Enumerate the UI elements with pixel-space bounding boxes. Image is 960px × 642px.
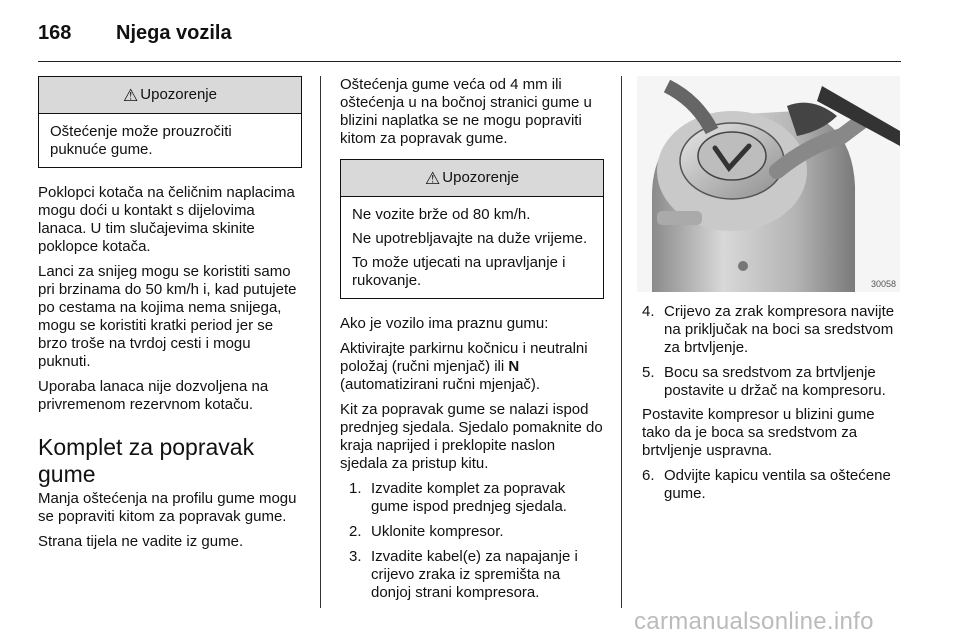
- paragraph: Manja oštećenja na profilu gume mogu se popraviti kitom za popravak gume.: [38, 490, 297, 525]
- step-text: Crijevo za zrak kompresora navijte na priključak na boci sa sredstvom za brtvljenje.: [664, 303, 895, 356]
- list-item: [642, 467, 904, 503]
- step-number: 5.: [642, 364, 655, 381]
- step-text: Bocu sa sredstvom za brtvljenje postavite u držač na kompresoru.: [664, 364, 886, 399]
- warning-line: puknuće gume.: [50, 141, 153, 158]
- page-header: [38, 18, 232, 48]
- warning-header: [39, 77, 301, 114]
- step-number: 6.: [642, 467, 655, 484]
- warning-body: [341, 197, 603, 298]
- warning-title: Upozorenje: [442, 169, 519, 186]
- warning-title: Upozorenje: [140, 86, 217, 103]
- step-text: Izvadite komplet za popravak gume ispod prednjeg sjedala.: [371, 480, 567, 515]
- warning-triangle-icon: ⚠: [123, 85, 139, 105]
- paragraph-text: (automatizirani ručni mjenjač).: [340, 376, 541, 393]
- paragraph: Kit za popravak gume se nalazi ispod prednjeg sjedala. Sjedalo pomaknite do kraja naprijed i preklopite naslon sjedala za pristup kitu.: [340, 401, 603, 472]
- paragraph: Strana tijela ne vadite iz gume.: [38, 533, 244, 550]
- paragraph: Poklopci kotača na čeličnim naplacima mogu doći u kontakt s dijelovima lanaca. U tim slučajevima skinite poklopce kotača.: [38, 184, 295, 255]
- steps-list: [642, 467, 904, 503]
- warning-box: [340, 159, 604, 299]
- page-number: 168: [38, 21, 72, 44]
- header-rule: [38, 61, 901, 62]
- step-number: 2.: [349, 523, 362, 540]
- step-text: Odvijte kapicu ventila sa oštećene gume.: [664, 467, 891, 502]
- warning-triangle-icon: ⚠: [425, 168, 441, 188]
- section-title: Njega vozila: [116, 21, 232, 44]
- paragraph-text: Aktivirajte parkirnu kočnicu i neutralni položaj (ručni mjenjač) ili: [340, 340, 588, 375]
- step-text: Izvadite kabel(e) za napajanje i crijevo zraka iz spremišta na donjoj strani kompresora.: [371, 548, 578, 601]
- paragraph: Ako je vozilo ima praznu gumu:: [340, 315, 549, 332]
- steps-list: [349, 480, 604, 602]
- paragraph: Uporaba lanaca nije dozvoljena na privremenom rezervnom kotaču.: [38, 378, 269, 413]
- paragraph: Lanci za snijeg mogu se koristiti samo pri brzinama do 50 km/h i, kad putujete po cestama na kojima nema snijega, mogu se koristiti kratki period jer se brzo troše na tvrdoj cesti i mogu puknuti.: [38, 263, 297, 370]
- steps-list: [642, 303, 904, 400]
- list-item: [349, 548, 604, 602]
- warning-header: [341, 160, 603, 197]
- figure-code: 30058: [870, 279, 896, 289]
- bottle-drawing: [637, 76, 900, 292]
- step-number: 4.: [642, 303, 655, 320]
- paragraph: [340, 340, 604, 394]
- sealant-bottle-illustration: [637, 76, 900, 292]
- warning-line: Oštećenje može prouzročiti: [50, 123, 232, 140]
- list-item: [349, 480, 604, 516]
- watermark: carmanualsonline.info: [634, 608, 874, 635]
- column-divider: [621, 76, 622, 608]
- list-item: [642, 303, 904, 357]
- column-middle: [340, 76, 604, 609]
- step-number: 1.: [349, 480, 362, 497]
- warning-body: [39, 114, 301, 167]
- warning-line: Ne upotrebljavajte na duže vrijeme.: [352, 230, 588, 247]
- list-item: [349, 523, 604, 541]
- step-text: Uklonite kompresor.: [371, 523, 504, 540]
- step-number: 3.: [349, 548, 362, 565]
- paragraph: Oštećenja gume veća od 4 mm ili oštećenja u na bočnoj stranici gume u blizini naplatka se ne mogu popraviti kitom za popravak gume.: [340, 76, 592, 147]
- section-heading: Komplet za popravak gume: [38, 434, 255, 487]
- gear-position-n: N: [508, 358, 520, 375]
- column-divider: [320, 76, 321, 608]
- column-left: [38, 76, 302, 558]
- warning-line: To može utjecati na upravljanje i rukovanje.: [352, 254, 566, 289]
- column-right: [642, 303, 904, 510]
- warning-line: Ne vozite brže od 80 km/h.: [352, 206, 531, 223]
- step-note: Postavite kompresor u blizini gume tako da je boca sa sredstvom za brtvljenje uspravna.: [642, 406, 875, 459]
- list-item: [642, 364, 904, 400]
- warning-box: [38, 76, 302, 168]
